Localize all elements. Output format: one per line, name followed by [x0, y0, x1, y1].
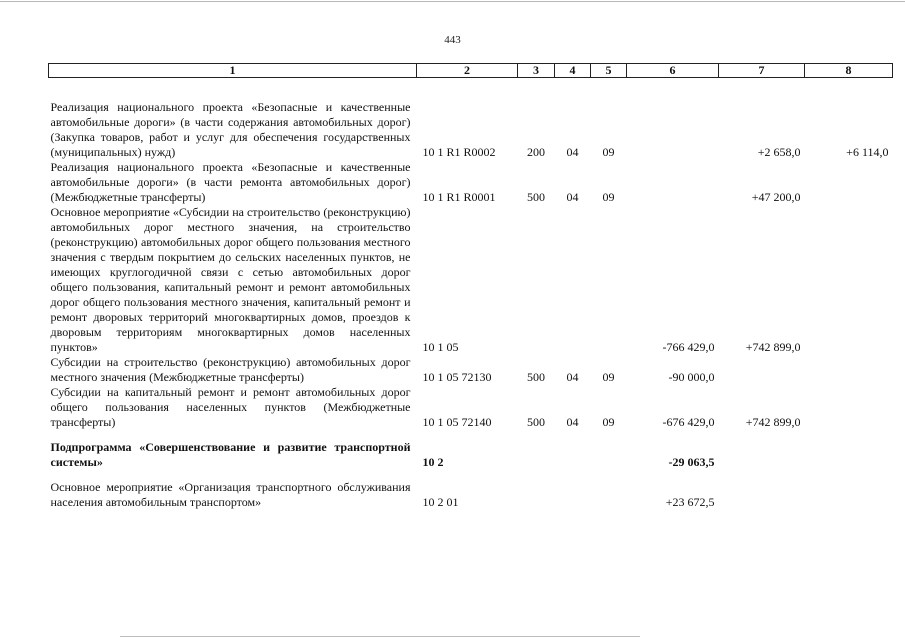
row-amount-col7: +47 200,0 [751, 190, 801, 204]
row-section: 04 [566, 415, 579, 429]
row-subsection [591, 205, 627, 355]
row-subsection: 09 [602, 370, 615, 384]
row-subsection [591, 480, 627, 510]
row-amount-col8 [805, 355, 893, 385]
table-row [49, 160, 893, 205]
table-row [49, 355, 893, 385]
column-header: 3 [518, 64, 555, 78]
row-section: 04 [566, 370, 579, 384]
row-expense-type: 500 [527, 415, 545, 429]
row-name: Подпрограмма «Совершенствование и развитие транспортной системы» [50, 440, 411, 469]
row-amount-col8 [805, 205, 893, 355]
row-amount-col6: -29 063,5 [668, 455, 715, 469]
row-amount-col7 [719, 355, 805, 385]
table-row [49, 205, 893, 355]
row-expense-type [518, 205, 555, 355]
row-section: 04 [566, 145, 579, 159]
row-name: Субсидии на строительство (реконструкцию) автомобильных дорог местного значения (Межбюджетные трансферты) [50, 355, 411, 384]
table-row-subprogram [49, 440, 893, 470]
row-subsection: 09 [602, 145, 615, 159]
row-expense-type: 500 [527, 190, 545, 204]
row-name: Реализация национального проекта «Безопасные и качественные автомобильные дороги» (в части содержания автомобильных дорог) (Закупка товаров, работ и услуг для обеспечения государственных (муниципальных) нужд) [50, 100, 411, 159]
row-code: 10 1 R1 R0002 [422, 145, 496, 159]
row-amount-col7 [719, 480, 805, 510]
row-amount-col8 [805, 385, 893, 430]
table-header-row [49, 64, 893, 78]
row-section: 04 [566, 190, 579, 204]
row-spacer [49, 470, 893, 480]
scan-edge-top [0, 1, 905, 2]
page-number: 443 [444, 34, 461, 46]
row-expense-type: 500 [527, 370, 545, 384]
row-amount-col6 [627, 160, 719, 205]
budget-table [48, 63, 893, 510]
column-header: 2 [417, 64, 518, 78]
row-amount-col7 [719, 440, 805, 470]
row-amount-col8 [805, 440, 893, 470]
row-amount-col7: +742 899,0 [745, 415, 801, 429]
row-amount-col6: -766 429,0 [662, 340, 715, 354]
column-header: 4 [555, 64, 591, 78]
column-header: 1 [49, 64, 417, 78]
row-name: Основное мероприятие «Субсидии на строительство (реконструкцию) автомобильных дорог местного значения, на строительство (реконструкцию) автомобильных дорог общего пользования местного значения с твердым покрытием до сельских населенных пунктов, не имеющих круглогодичной связи с сетью автомобильных дорог общего пользования, капитальный ремонт и ремонт автомобильных дорог общего пользования местного значения, капитальный ремонт и ремонт дворовых территорий многоквартирных домов, проездов к дворовым территориям многоквартирных домов населенных пунктов» [50, 205, 411, 354]
row-code: 10 1 R1 R0001 [422, 190, 496, 204]
row-subsection: 09 [602, 190, 615, 204]
row-amount-col7: +2 658,0 [757, 145, 801, 159]
row-section [555, 480, 591, 510]
row-subsection: 09 [602, 415, 615, 429]
row-amount-col7: +742 899,0 [745, 340, 801, 354]
row-name: Субсидии на капитальный ремонт и ремонт автомобильных дорог общего пользования населенных пунктов (Межбюджетные трансферты) [50, 385, 411, 429]
row-code: 10 1 05 72130 [422, 370, 492, 384]
column-header: 5 [591, 64, 627, 78]
row-amount-col6: +23 672,5 [665, 495, 715, 509]
row-amount-col6: -90 000,0 [668, 370, 715, 384]
column-header: 8 [805, 64, 893, 78]
column-header: 6 [627, 64, 719, 78]
row-code: 10 1 05 [422, 340, 459, 354]
row-section [555, 205, 591, 355]
row-spacer [49, 430, 893, 440]
row-amount-col8: +6 114,0 [846, 145, 889, 159]
row-subsection [591, 440, 627, 470]
row-expense-type: 200 [527, 145, 545, 159]
table-row [49, 385, 893, 430]
row-code: 10 2 01 [422, 495, 459, 509]
row-name: Основное мероприятие «Организация транспортного обслуживания населения автомобильным транспортом» [50, 480, 411, 509]
column-header: 7 [719, 64, 805, 78]
row-section [555, 440, 591, 470]
row-expense-type [518, 440, 555, 470]
row-name: Реализация национального проекта «Безопасные и качественные автомобильные дороги» (в части ремонта автомобильных дорог) (Межбюджетные трансферты) [50, 160, 411, 204]
row-code: 10 2 [422, 455, 444, 469]
row-expense-type [518, 480, 555, 510]
row-amount-col6: -676 429,0 [662, 415, 715, 429]
row-amount-col8 [805, 480, 893, 510]
table-row [49, 480, 893, 510]
table-row [49, 78, 893, 161]
row-amount-col8 [805, 160, 893, 205]
scan-edge-bottom [120, 636, 640, 637]
row-code: 10 1 05 72140 [422, 415, 492, 429]
row-amount-col6 [627, 78, 719, 161]
